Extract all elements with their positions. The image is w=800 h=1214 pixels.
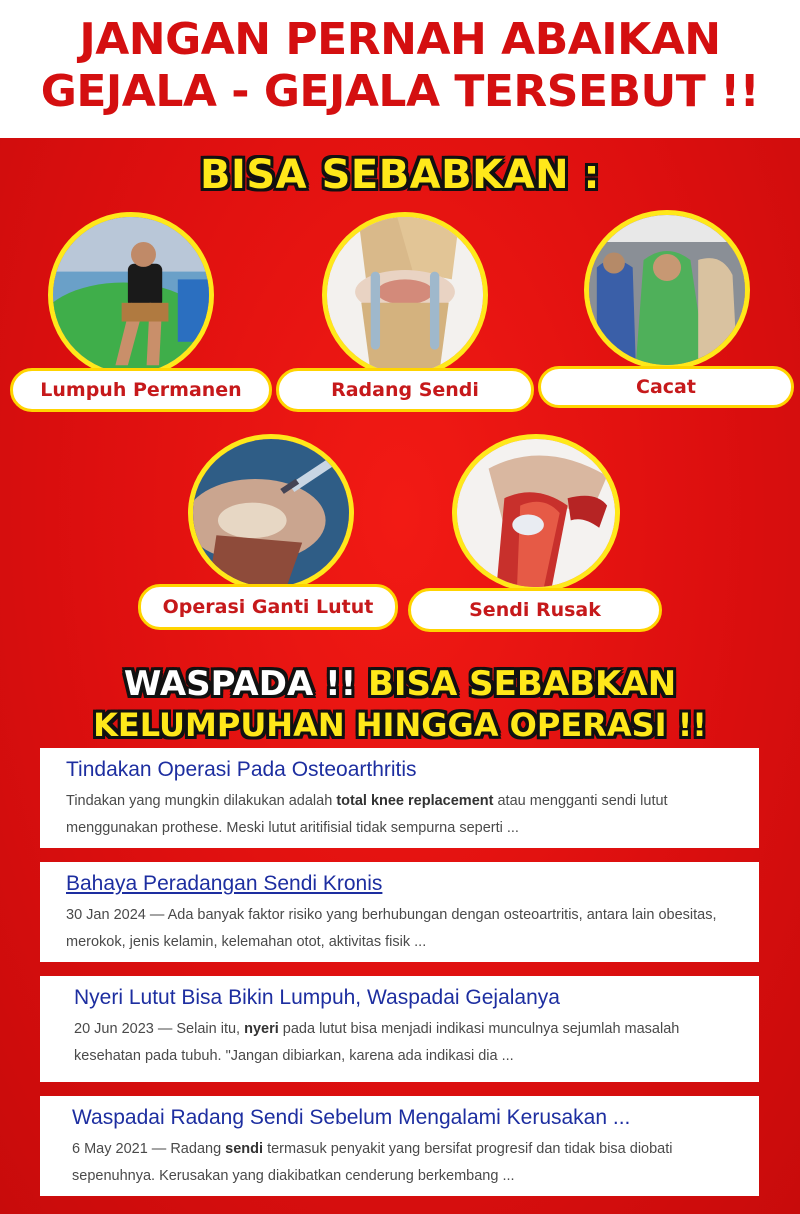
search-result-title[interactable]: Nyeri Lutut Bisa Bikin Lumpuh, Waspadai Gejalanya [74,986,560,1009]
inflamed-knee-joint-image [322,212,488,378]
condition-label-sendi-rusak: Sendi Rusak [408,588,662,632]
warning-line-2: KELUMPUHAN HINGGA OPERASI !! [93,706,707,744]
search-result-date: 6 May 2021 [72,1141,148,1157]
search-result-card [40,862,759,962]
condition-label-cacat: Cacat [538,366,794,408]
condition-label-radang-sendi: Radang Sendi [276,368,534,412]
header-line-1: JANGAN PERNAH ABAIKAN [79,14,721,65]
knee-surgery-image [188,434,354,592]
disabled-elderly-woman-image [584,210,750,370]
header-line-2: GEJALA - GEJALA TERSEBUT !! [40,66,760,117]
search-result-title[interactable]: Tindakan Operasi Pada Osteoarthritis [66,758,417,781]
search-result-snippet: 6 May 2021 — Radang sendi termasuk penyakit yang bersifat progresif dan tidak bisa diobati sepenuhnya. Kerusakan yang diakibatkan cenderung berkembang ... [72,1141,673,1184]
bedridden-patient-image [48,212,214,378]
search-result-date: 30 Jan 2024 [66,907,146,923]
header-banner [0,0,800,138]
search-result-date: 20 Jun 2023 [74,1021,154,1037]
section-title-bisa-sebabkan: BISA SEBABKAN : [200,152,600,198]
warning-bisa-sebabkan: BISA SEBABKAN [367,664,677,704]
search-result-snippet: 30 Jan 2024 — Ada banyak faktor risiko yang berhubungan dengan osteoartritis, antara lain obesitas, merokok, jenis kelamin, kelemahan otot, aktivitas fisik ... [66,907,717,950]
warning-line-1 [0,664,800,704]
damaged-knee-anatomy-image [452,434,620,592]
search-result-snippet: Tindakan yang mungkin dilakukan adalah total knee replacement atau mengganti sendi lutut menggunakan prothese. Meski lutut aritifisial tidak sempurna seperti ... [66,793,668,836]
search-result-snippet: 20 Jun 2023 — Selain itu, nyeri pada lutut bisa menjadi indikasi munculnya sejumlah masalah kesehatan pada tubuh. "Jangan dibiarkan, karena ada indikasi dia ... [74,1021,680,1064]
search-result-card [40,976,759,1082]
condition-label-operasi-ganti-lutut: Operasi Ganti Lutut [138,584,398,630]
search-result-title[interactable]: Waspadai Radang Sendi Sebelum Mengalami Kerusakan ... [72,1106,631,1129]
search-result-card [40,1096,759,1196]
warning-waspada: WASPADA !! [123,664,357,704]
condition-label-lumpuh-permanen: Lumpuh Permanen [10,368,272,412]
search-result-title[interactable]: Bahaya Peradangan Sendi Kronis [66,872,383,895]
search-result-card [40,748,759,848]
